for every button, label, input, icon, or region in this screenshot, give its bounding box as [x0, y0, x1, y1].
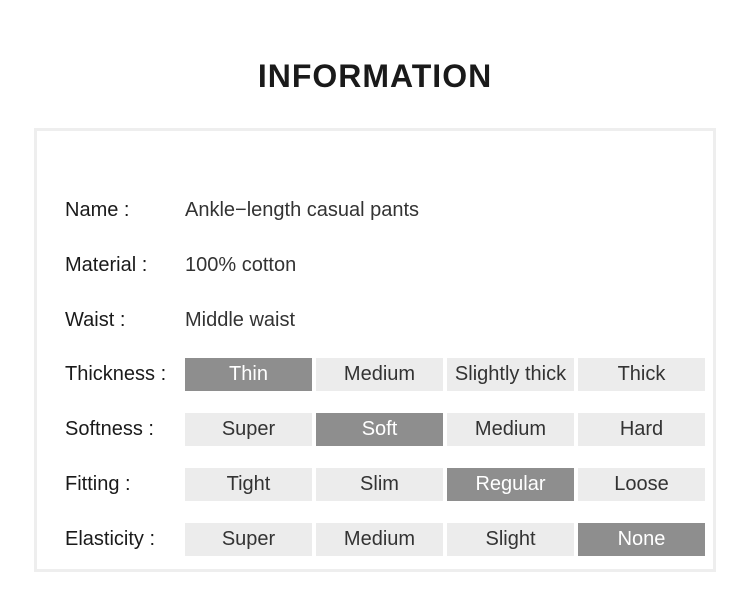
info-label: Name : [65, 198, 130, 221]
page-title: INFORMATION [257, 58, 493, 94]
attribute-label: Fitting : [65, 472, 131, 495]
attribute-label: Softness : [65, 417, 154, 440]
option-cell: Slim [316, 468, 443, 501]
option-group [185, 358, 705, 391]
attribute-row-softness [65, 412, 705, 446]
info-label: Waist : [65, 308, 126, 331]
info-row-material [65, 248, 296, 282]
option-cell-selected: Soft [316, 413, 443, 446]
option-cell-selected: None [578, 523, 705, 556]
option-cell: Tight [185, 468, 312, 501]
option-cell: Slight [447, 523, 574, 556]
attribute-row-elasticity [65, 522, 705, 556]
option-cell: Hard [578, 413, 705, 446]
option-cell: Medium [316, 358, 443, 391]
info-label: Material : [65, 253, 148, 276]
info-value: 100% cotton [185, 253, 297, 276]
option-cell: Super [185, 413, 312, 446]
option-cell: Medium [447, 413, 574, 446]
option-cell: Thick [578, 358, 705, 391]
info-row-waist [65, 303, 295, 337]
option-group [185, 523, 705, 556]
option-cell-selected: Thin [185, 358, 312, 391]
info-value: Ankle−length casual pants [185, 198, 420, 221]
attribute-row-fitting [65, 467, 705, 501]
option-cell: Loose [578, 468, 705, 501]
option-cell: Slightly thick [447, 358, 574, 391]
attribute-label: Elasticity : [65, 527, 156, 550]
information-card [34, 128, 716, 572]
option-cell: Medium [316, 523, 443, 556]
option-group [185, 413, 705, 446]
info-value: Middle waist [185, 308, 296, 331]
info-row-name [65, 193, 419, 227]
option-cell-selected: Regular [447, 468, 574, 501]
attribute-row-thickness [65, 357, 705, 391]
option-group [185, 468, 705, 501]
option-cell: Super [185, 523, 312, 556]
attribute-label: Thickness : [65, 362, 167, 385]
